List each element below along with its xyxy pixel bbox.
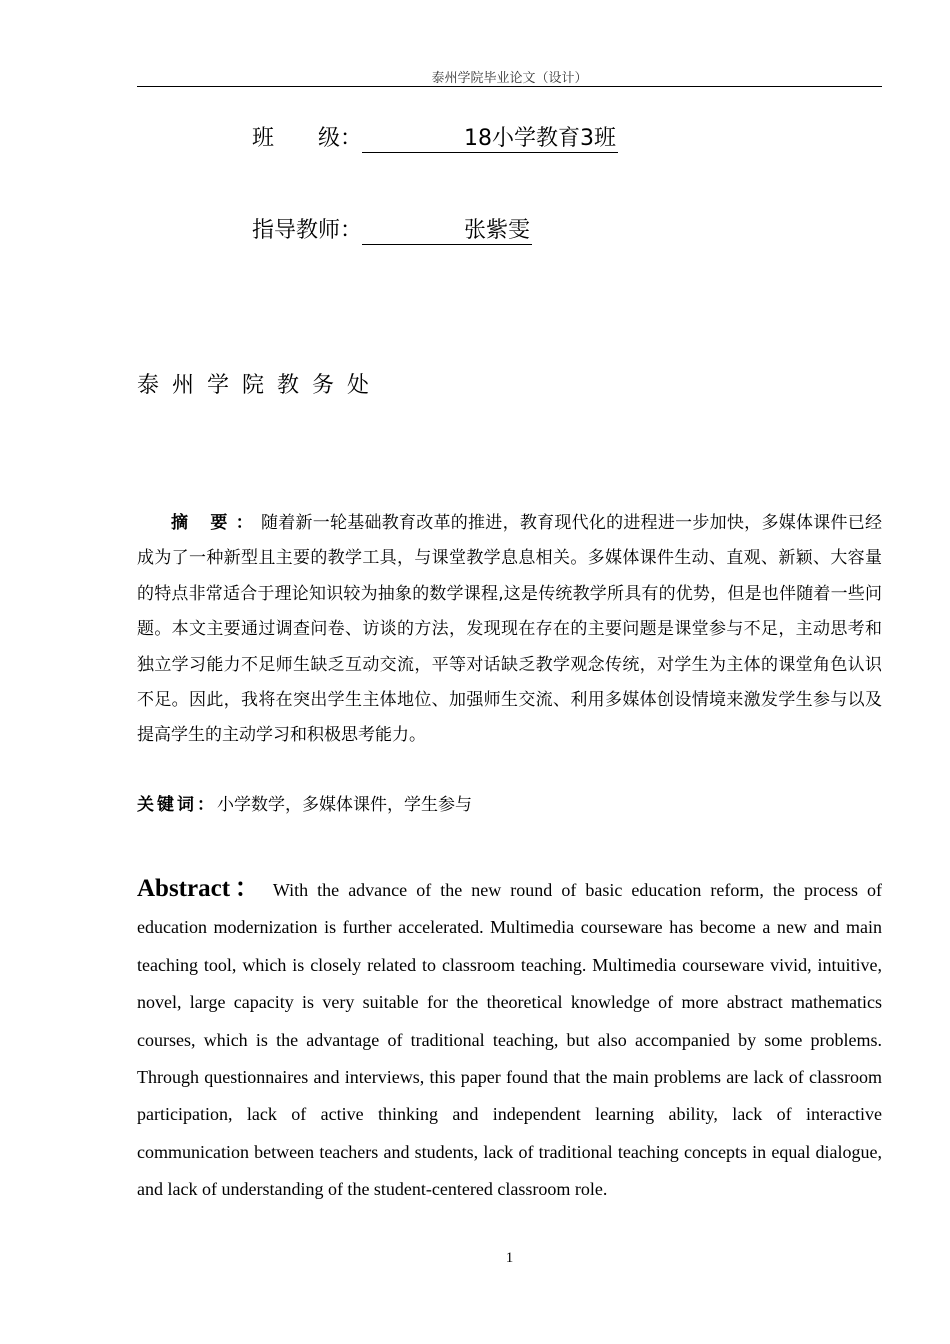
- chinese-abstract-text: 随着新一轮基础教育改革的推进，教育现代化的进程进一步加快，多媒体课件已经成为了一种新型且主要的教学工具，与课堂教学息息相关。多媒体课件生动、直观、新颖、大容量的特点非常适合于理论知识较为抽象的数学课程,这是传统教学所具有的优势，但是也伴随着一些问题。本文主要通过调查问卷、访谈的方法，发现现在存在的主要问题是课堂参与不足，主动思考和独立学习能力不足师生缺乏互动交流，平等对话缺乏教学观念传统，对学生为主体的课堂角色认识不足。因此，我将在突出学生主体地位、加强师生交流、利用多媒体创设情境来激发学生参与以及提高学生的主动学习和积极思考能力。: [137, 513, 882, 746]
- english-abstract-text: With the advance of the new round of basic education reform, the process of education modernization is further accelerated. Multimedia courseware has become a new and main teaching tool, which is closely related to classroom teaching. Multimedia courseware vivid, intuitive, novel, large capacity is very suitable for the theoretical knowledge of more abstract mathematics courses, which is the advantage of traditional teaching, but also accompanied by some problems. Through questionnaires and interviews, this paper found that the main problems are lack of classroom participation, lack of active thinking and independent learning ability, lack of interactive communication between teachers and students, lack of traditional teaching concepts in equal dialogue, and lack of understanding of the student-centered classroom role.: [137, 880, 882, 1200]
- header-divider: [137, 86, 882, 87]
- page-number: 1: [505, 1250, 514, 1266]
- advisor-value: 张紫雯: [362, 213, 532, 245]
- running-header: 泰州学院毕业论文（设计）: [431, 71, 588, 86]
- advisor-field: [252, 213, 532, 245]
- keywords-label: 关键词：: [137, 795, 217, 815]
- chinese-abstract-label: 摘 要：: [171, 513, 261, 533]
- class-label: 班 级：: [252, 126, 363, 151]
- academic-affairs-office: 泰州学院教务处: [137, 373, 383, 398]
- chinese-abstract: [137, 506, 882, 754]
- english-abstract-label: Abstract：: [137, 875, 265, 902]
- keywords-text: 小学数学，多媒体课件，学生参与: [217, 795, 472, 815]
- class-value: 18小学教育3班: [362, 121, 618, 153]
- advisor-label: 指导教师：: [252, 218, 363, 243]
- class-field: [252, 121, 618, 153]
- chinese-keywords: [137, 790, 882, 815]
- english-abstract: [137, 870, 882, 1209]
